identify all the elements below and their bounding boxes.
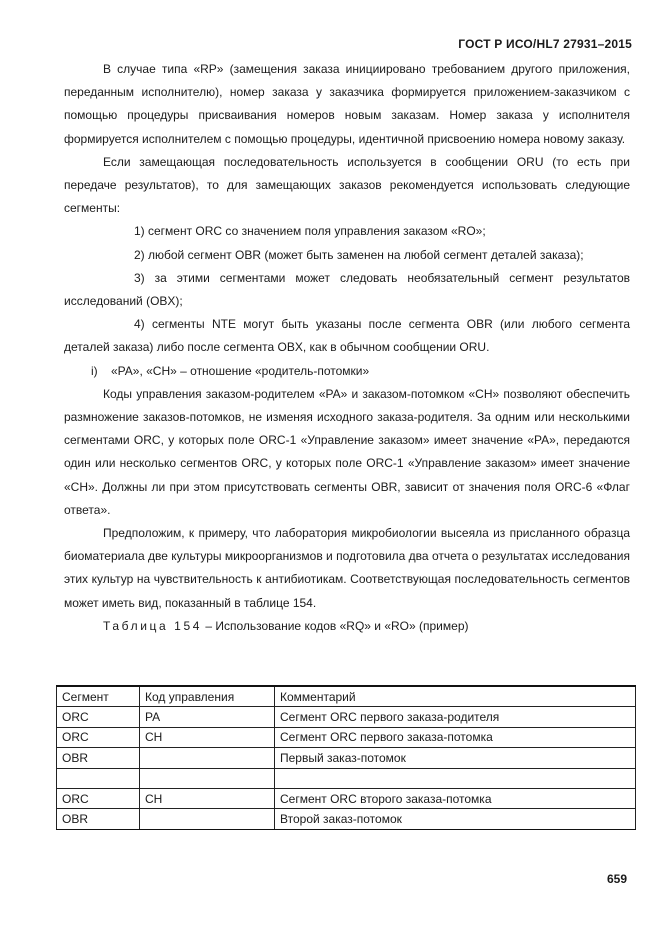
table-cell: Второй заказ-потомок	[275, 809, 636, 829]
table-cell: ORC	[57, 727, 140, 747]
table-row	[57, 809, 636, 829]
body-text	[64, 58, 630, 638]
document-header: ГОСТ Р ИСО/HL7 27931–2015	[458, 37, 632, 51]
table-cell	[140, 768, 275, 788]
list-item-2: 2) любой сегмент OBR (может быть заменен на любой сегмент деталей заказа);	[134, 247, 584, 262]
table-cell: Сегмент ORC второго заказа-потомка	[275, 788, 636, 808]
table-header-row	[57, 686, 636, 707]
list-item-1: 1) сегмент ORC со значением поля управления заказом «RO»;	[134, 224, 486, 239]
paragraph-oru: Если замещающая последовательность используется в сообщении ORU (то есть при передаче результатов), то для замещающих заказов рекомендуется использовать следующие сегменты:	[64, 154, 630, 216]
column-header: Сегмент	[57, 686, 140, 707]
table-cell: OBR	[57, 809, 140, 829]
table-cell: OBR	[57, 748, 140, 768]
paragraph-pa-ch: Коды управления заказом-родителем «PA» и заказом-потомком «CH» позволяют обеспечить размножение заказов-потомков, не изменяя исходного заказа-родителя. За одним или несколькими сегментами ORC, у которых поле ORC-1 «Управление заказом» имеет значение «PA», передаются один или несколько сегментов ORC, у которых поле ORC-1 «Управление заказом» имеет значение «CH». Должны ли при этом присутствовать сегменты OBR, зависит от значения поля ORC-6 «Флаг ответа».	[64, 386, 630, 517]
column-header: Код управления	[140, 686, 275, 707]
table-cell	[140, 809, 275, 829]
list-item-4: 4) сегменты NTE могут быть указаны после сегмента OBR (или любого сегмента деталей заказа) либо после сегмента OBX, как в обычном сообщении ORU.	[64, 317, 630, 355]
table-row	[57, 748, 636, 768]
table-cell	[140, 748, 275, 768]
table-cell: ORC	[57, 788, 140, 808]
table-cell: Сегмент ORC первого заказа-родителя	[275, 707, 636, 727]
column-header: Комментарий	[275, 686, 636, 707]
paragraph-rp: В случае типа «RP» (замещения заказа инициировано требованием другого приложения, переданным исполнителю), номер заказа у заказчика формируется приложением-заказчиком с помощью процедуры присваивания номеров новым заказам. Номер заказа у исполнителя формируется исполнителем с помощью процедуры, идентичной присвоению номера новому заказу.	[64, 62, 630, 146]
table-cell: Сегмент ORC первого заказа-потомка	[275, 727, 636, 747]
table-row-empty	[57, 768, 636, 788]
table-caption-label: Таблица 154	[103, 618, 203, 633]
table-cell: Первый заказ-потомок	[275, 748, 636, 768]
table-row	[57, 727, 636, 747]
table-row	[57, 707, 636, 727]
list-item-3: 3) за этими сегментами может следовать необязательный сегмент результатов исследований (OBX);	[64, 270, 630, 309]
table-caption	[64, 615, 630, 638]
table-cell: CH	[140, 788, 275, 808]
table-cell	[57, 768, 140, 788]
section-subheading: i) «PA», «CH» – отношение «родитель-потомки»	[91, 363, 370, 378]
table-caption-text: – Использование кодов «RQ» и «RO» (пример)	[202, 618, 469, 633]
table-row	[57, 788, 636, 808]
table-cell: CH	[140, 727, 275, 747]
paragraph-example: Предположим, к примеру, что лаборатория микробиологии высеяла из присланного образца биоматериала две культуры микроорганизмов и подготовила два отчета о результатах исследования этих культур на чувствительность к антибиотикам. Соответствующая последовательность сегментов может иметь вид, показанный в таблице 154.	[64, 526, 630, 610]
table-cell	[275, 768, 636, 788]
table-cell: ORC	[57, 707, 140, 727]
segments-table	[56, 685, 636, 830]
page-number: 659	[607, 872, 628, 886]
table-cell: PA	[140, 707, 275, 727]
